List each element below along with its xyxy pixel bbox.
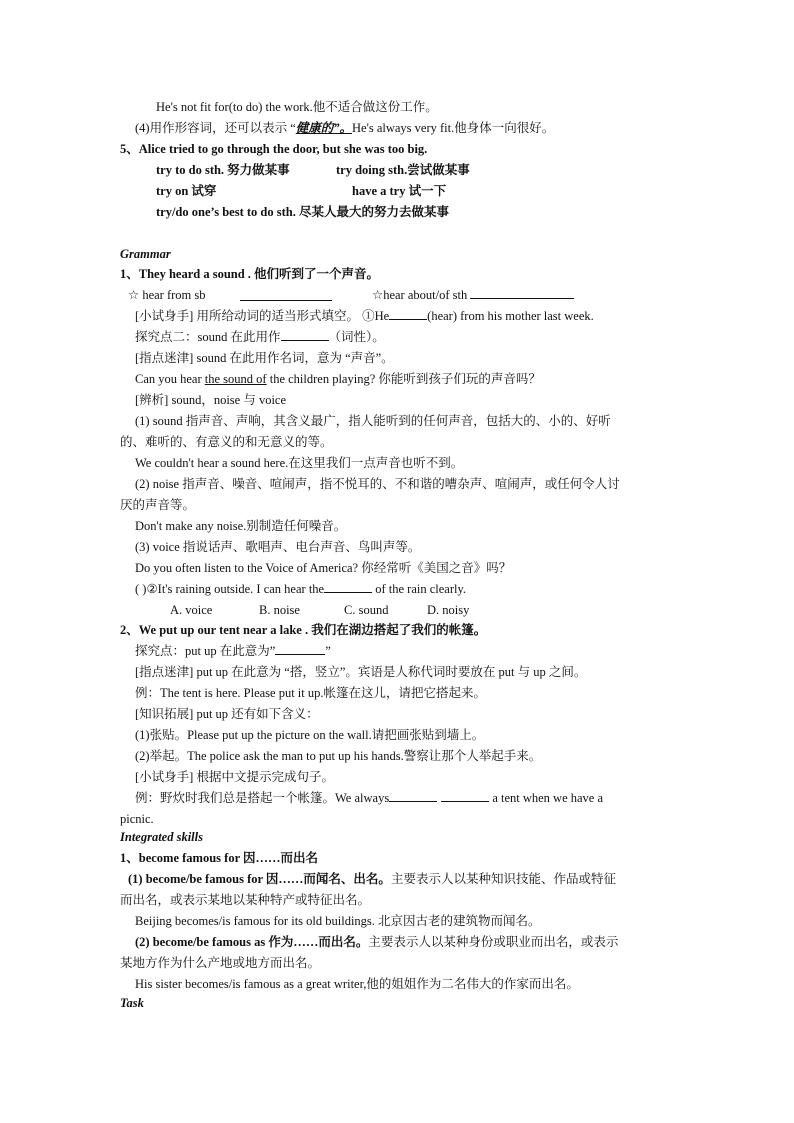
option-d[interactable]: D. noisy bbox=[427, 603, 470, 617]
text-line: [指点迷津] sound 在此用作名词，意为 “声音”。 bbox=[135, 351, 394, 365]
phrase-try-to-do: try to do sth. 努力做某事 bbox=[156, 163, 290, 177]
section-heading: 2、We put up our tent near a lake . 我们在湖边搭起了我们的帐篷。 bbox=[120, 623, 487, 637]
fill-blank[interactable] bbox=[324, 581, 372, 593]
section-heading: 1、They heard a sound . 他们听到了一个声音。 bbox=[120, 267, 380, 281]
text-line: 而出名，或表示某地以某种特产或特征出名。 bbox=[120, 893, 371, 907]
text-line bbox=[128, 287, 206, 303]
text-line bbox=[135, 934, 618, 950]
section-heading: 1、become famous for 因……而出名 bbox=[120, 851, 319, 865]
text-line bbox=[135, 643, 331, 659]
section-title-task: Task bbox=[120, 996, 144, 1010]
section-title-integrated-skills: Integrated skills bbox=[120, 830, 203, 844]
text-line: Don't make any noise.别制造任何噪音。 bbox=[135, 519, 347, 533]
text-line: 例：The tent is here. Please put it up.帐篷在这儿，请把它搭起来。 bbox=[135, 686, 487, 700]
fill-blank[interactable] bbox=[275, 643, 325, 655]
text-line bbox=[135, 120, 554, 136]
text-line: 某地方作为什么产地或地方而出名。 bbox=[120, 956, 321, 970]
bold-phrase: (1) become/be famous for 因……而闻名、出名。 bbox=[128, 872, 391, 886]
text-line bbox=[128, 871, 616, 887]
text-line: (1)张贴。Please put up the picture on the wall.请把画张贴到墙上。 bbox=[135, 728, 485, 742]
text-line bbox=[135, 790, 603, 806]
text-line bbox=[135, 329, 385, 345]
section-title-grammar: Grammar bbox=[120, 247, 171, 261]
text-line: His sister becomes/is famous as a great writer,他的姐姐作为二名伟大的作家而出名。 bbox=[135, 977, 579, 991]
fill-blank[interactable] bbox=[470, 287, 574, 299]
text-segment: 主要表示人以某种知识技能、作品或特征 bbox=[390, 872, 616, 886]
text-segment: (4)用作形容词，还可以表示 “ bbox=[135, 121, 296, 135]
fill-blank[interactable] bbox=[389, 308, 427, 320]
option-b[interactable]: B. noise bbox=[259, 603, 300, 617]
phrase-have-a-try: have a try 试一下 bbox=[352, 184, 447, 198]
text-segment: Can you hear bbox=[135, 372, 205, 386]
text-segment: 主要表示人以某种身份或职业而出名，或表示 bbox=[368, 935, 619, 949]
phrase-do-ones-best: try/do one’s best to do sth. 尽某人最大的努力去做某事 bbox=[156, 205, 449, 219]
text-line: 厌的声音等。 bbox=[120, 498, 196, 512]
text-line: picnic. bbox=[120, 812, 154, 826]
fill-blank[interactable] bbox=[281, 329, 329, 341]
text-segment: （词性）。 bbox=[328, 330, 385, 344]
text-segment: ☆hear about/of sth bbox=[372, 288, 468, 302]
text-line bbox=[135, 581, 466, 597]
text-line: [知识拓展] put up 还有如下含义： bbox=[135, 707, 319, 721]
text-segment: ” bbox=[325, 644, 331, 658]
text-segment: 例：野炊时我们总是搭起一个帐篷。We always bbox=[135, 791, 390, 805]
text-segment: a tent when we have a bbox=[489, 791, 604, 805]
text-line: Do you often listen to the Voice of America? 你经常听《美国之音》吗？ bbox=[135, 561, 512, 575]
text-line: We couldn't hear a sound here.在这里我们一点声音也听不到。 bbox=[135, 456, 464, 470]
text-line: (3) voice 指说话声、歌唱声、电台声音、鸟叫声等。 bbox=[135, 540, 421, 554]
fill-blank[interactable] bbox=[389, 790, 437, 802]
text-line: [指点迷津] put up 在此意为 “搭，竖立”。宾语是人称代词时要放在 put 与 up 之间。 bbox=[135, 665, 587, 679]
text-segment: (hear) from his mother last week. bbox=[427, 309, 594, 323]
text-segment: the children playing? 你能听到孩子们玩的声音吗？ bbox=[266, 372, 541, 386]
text-line bbox=[135, 308, 594, 324]
text-segment: He's always very fit.他身体一向很好。 bbox=[352, 121, 555, 135]
fill-blank[interactable] bbox=[240, 289, 332, 301]
bold-phrase: (2) become/be famous as 作为……而出名。 bbox=[135, 935, 369, 949]
phrase-try-doing: try doing sth.尝试做某事 bbox=[336, 163, 470, 177]
text-line: (2) noise 指声音、噪音、喧闹声，指不悦耳的、不和谐的嘈杂声、喧闹声，或任何令人讨 bbox=[135, 477, 620, 491]
underlined-phrase: the sound of bbox=[204, 372, 267, 386]
text-line: (1) sound 指声音、声响，其含义最广，指人能听到的任何声音，包括大的、小的、好听 bbox=[135, 414, 611, 428]
emphasis-text: 健康的”。 bbox=[295, 121, 353, 135]
text-segment: of the rain clearly. bbox=[372, 582, 467, 596]
text-segment: [小试身手] 用所给动词的适当形式填空。 ①He bbox=[135, 309, 390, 323]
text-line bbox=[372, 287, 574, 303]
text-line: 的、难听的、有意义的和无意义的等。 bbox=[120, 435, 333, 449]
text-line bbox=[135, 371, 541, 387]
text-line: He's not fit for(to do) the work.他不适合做这份工作。 bbox=[156, 100, 438, 114]
text-segment: 探究点二：sound 在此用作 bbox=[135, 330, 281, 344]
option-c[interactable]: C. sound bbox=[344, 603, 389, 617]
text-line: [辨析] sound，noise 与 voice bbox=[135, 393, 287, 407]
fill-blank[interactable] bbox=[441, 790, 489, 802]
section-heading: 5、Alice tried to go through the door, but she was too big. bbox=[120, 142, 428, 156]
text-line: (2)举起。The police ask the man to put up his hands.警察让那个人举起手来。 bbox=[135, 749, 542, 763]
text-segment: ☆ hear from sb bbox=[128, 288, 206, 302]
text-segment: ( )②It's raining outside. I can hear the bbox=[135, 582, 325, 596]
text-line: [小试身手] 根据中文提示完成句子。 bbox=[135, 770, 334, 784]
text-segment: 探究点：put up 在此意为” bbox=[135, 644, 276, 658]
text-line: Beijing becomes/is famous for its old buildings. 北京因古老的建筑物而闻名。 bbox=[135, 914, 541, 928]
phrase-try-on: try on 试穿 bbox=[156, 184, 217, 198]
option-a[interactable]: A. voice bbox=[170, 603, 213, 617]
